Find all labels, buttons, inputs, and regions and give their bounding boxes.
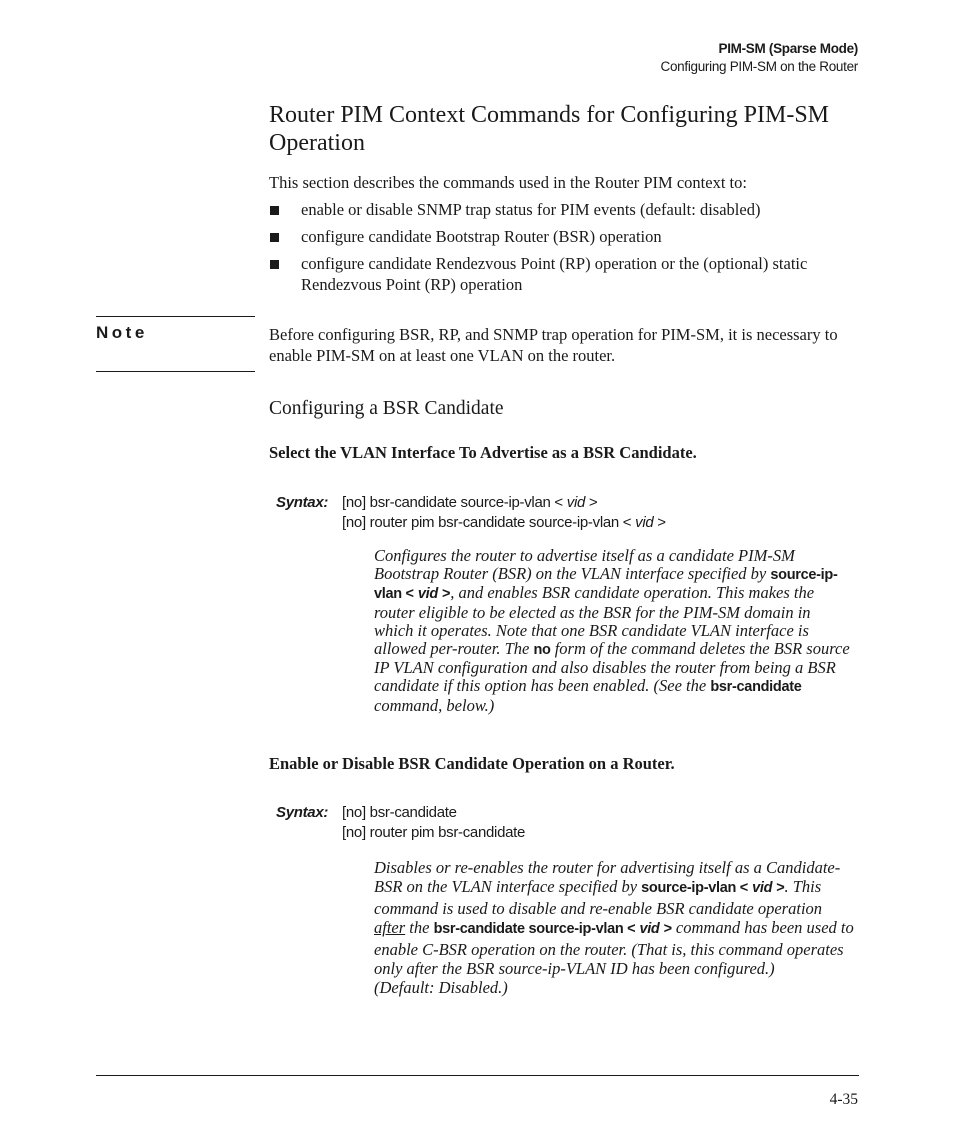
syntax-line: [no] bsr-candidate <box>342 804 457 821</box>
note-bottom-rule <box>96 371 255 372</box>
subsection-title: Configuring a BSR Candidate <box>269 398 504 419</box>
step-title: Select the VLAN Interface To Advertise as a BSR Candidate. <box>269 443 697 462</box>
running-head <box>661 40 859 76</box>
square-bullet-icon <box>270 233 279 242</box>
syntax-line: [no] router pim bsr-candidate <box>342 824 526 841</box>
syntax-line: [no] bsr-candidate source-ip-vlan < vid > <box>342 494 598 511</box>
list-item: configure candidate Rendezvous Point (RP) operation or the (optional) static Rendezvous Point (RP) operation <box>269 253 859 295</box>
square-bullet-icon <box>270 206 279 215</box>
syntax-line: [no] router pim bsr-candidate source-ip-vlan < vid > <box>342 514 666 531</box>
note-text: Before configuring BSR, RP, and SNMP trap operation for PIM-SM, it is necessary to enable PIM-SM on at least one VLAN on the router. <box>269 325 838 365</box>
note-label: Note <box>96 323 148 342</box>
section-name: Configuring PIM-SM on the Router <box>660 59 858 74</box>
page-number: 4-35 <box>829 1091 858 1108</box>
intro-paragraph: This section describes the commands used in the Router PIM context to: <box>269 173 747 192</box>
square-bullet-icon <box>270 260 279 269</box>
command-description: Disables or re-enables the router for advertising itself as a Candidate-BSR on the VLAN interface specified by source-ip-vlan < vid >. This command is used to disable and re-enable BSR candidate operation after the bsr-candidate source-ip-vlan < vid > command has been used to enable C-BSR operation on the router. (That is, this command operates only after the BSR source-ip-VLAN ID has been configured.) (Default: Disabled.) <box>374 858 854 998</box>
chapter-title: PIM-SM (Sparse Mode) <box>718 41 858 56</box>
list-item: configure candidate Bootstrap Router (BSR) operation <box>269 226 859 247</box>
syntax-label: Syntax: <box>276 804 329 821</box>
syntax-label: Syntax: <box>276 494 329 511</box>
footer-rule <box>96 1075 859 1076</box>
bullet-list <box>269 199 859 301</box>
list-item: enable or disable SNMP trap status for PIM events (default: disabled) <box>269 199 859 220</box>
section-title: Router PIM Context Commands for Configuring PIM-SM Operation <box>269 102 830 156</box>
note-top-rule <box>96 316 255 317</box>
command-description: Configures the router to advertise itself as a candidate PIM-SM Bootstrap Router (BSR) on the VLAN interface specified by source-ip-vlan < vid >, and enables BSR candidate operation. This makes the router eligible to be elected as the BSR for the PIM-SM domain in which it operates. Note that one BSR candidate VLAN interface is allowed per-router. The no form of the command deletes the BSR source IP VLAN configuration and also disables the router from being a BSR candidate if this option has been enabled. (See the bsr-candidate command, below.) <box>374 546 850 715</box>
step-title: Enable or Disable BSR Candidate Operation on a Router. <box>269 754 675 773</box>
